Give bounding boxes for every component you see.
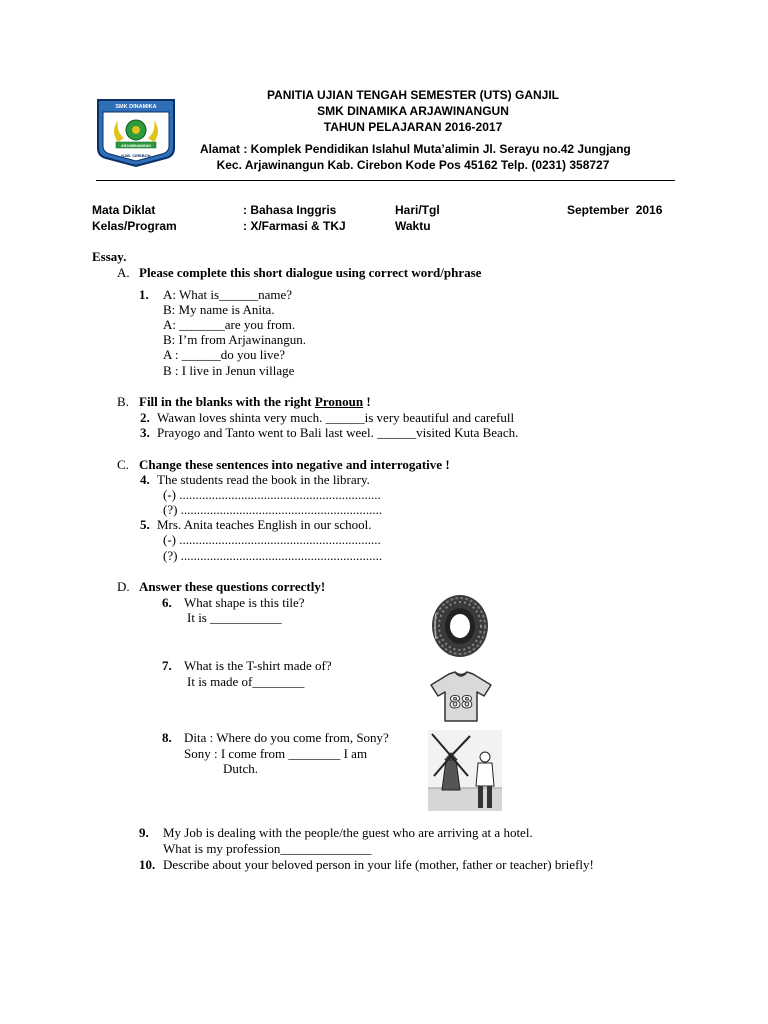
q8-line-3: Dutch. xyxy=(223,761,259,776)
header-school: SMK DINAMIKA ARJAWINANGUN xyxy=(317,104,509,118)
q9-number: 9. xyxy=(139,825,149,840)
section-c-letter: C. xyxy=(117,457,129,472)
logo-text-bottom: KAB. CIREBON xyxy=(121,153,151,158)
school-logo xyxy=(96,98,176,168)
q5-interrogative: (?) .............................................................. xyxy=(163,548,383,563)
q1-line-5: A : ______do you live? xyxy=(163,347,286,362)
q1-number: 1. xyxy=(139,287,149,302)
q1-line-6: B : I live in Jenun village xyxy=(163,363,295,378)
q7-answer: It is made of________ xyxy=(187,674,305,689)
section-a-letter: A. xyxy=(117,265,130,280)
q4-text: The students read the book in the library. xyxy=(157,472,370,487)
section-a-title: Please complete this short dialogue using correct word/phrase xyxy=(139,265,482,280)
q1-line-1: A: What is______name? xyxy=(163,287,293,302)
section-b-letter: B. xyxy=(117,394,129,409)
q3-number: 3. xyxy=(140,425,150,440)
q6-text: What shape is this tile? xyxy=(184,595,305,610)
q7-text: What is the T-shirt made of? xyxy=(184,658,332,673)
header-committee: PANITIA UJIAN TENGAH SEMESTER (UTS) GANJIL xyxy=(266,88,559,102)
tshirt-number: 88 xyxy=(449,693,473,713)
q4-negative: (-) .............................................................. xyxy=(163,487,381,502)
day-label: Hari/Tgl xyxy=(395,203,440,217)
windmill-image xyxy=(428,730,502,811)
q10-text: Describe about your beloved person in your life (mother, father or teacher) briefly! xyxy=(163,857,594,872)
header-divider xyxy=(96,180,675,181)
header-address-2: Kec. Arjawinangun Kab. Cirebon Kode Pos 45162 Telp. (0231) 358727 xyxy=(216,158,610,172)
time-label: Waktu xyxy=(395,219,431,233)
day-value: September 2016 xyxy=(567,203,663,217)
section-b-title-pronoun: Pronoun xyxy=(314,394,364,409)
q8-number: 8. xyxy=(162,730,172,745)
q4-interrogative: (?) .............................................................. xyxy=(163,502,383,517)
q5-text: Mrs. Anita teaches English in our school. xyxy=(157,517,372,532)
section-b-title-post: ! xyxy=(363,394,371,409)
q1-line-4: B: I’m from Arjawinangun. xyxy=(163,332,306,347)
class-value: : X/Farmasi & TKJ xyxy=(243,219,346,233)
section-b-title-pre: Fill in the blanks with the right xyxy=(139,394,315,409)
q7-number: 7. xyxy=(162,658,172,673)
q6-number: 6. xyxy=(162,595,172,610)
q2-text: Wawan loves shinta very much. ______is very beautiful and carefull xyxy=(157,410,515,425)
tshirt-image xyxy=(429,671,493,723)
header-year: TAHUN PELAJARAN 2016-2017 xyxy=(323,120,503,134)
q4-number: 4. xyxy=(140,472,150,487)
q1-line-2: B: My name is Anita. xyxy=(163,302,275,317)
q2-number: 2. xyxy=(140,410,150,425)
subject-label: Mata Diklat xyxy=(92,203,156,217)
section-b-title xyxy=(139,394,371,410)
essay-title: Essay. xyxy=(92,249,127,264)
header-address-1: Alamat : Komplek Pendidikan Islahul Muta’alimin Jl. Serayu no.42 Jungjang xyxy=(200,142,631,156)
logo-text-ribbon: ARJAWINANGUN xyxy=(121,143,151,148)
section-d-letter: D. xyxy=(117,579,130,594)
section-c-title: Change these sentences into negative and interrogative ! xyxy=(139,457,450,472)
q9-line-2: What is my profession______________ xyxy=(163,841,372,856)
section-d-title: Answer these questions correctly! xyxy=(139,579,326,594)
q1-line-3: A: _______are you from. xyxy=(163,317,296,332)
q8-line-1: Dita : Where do you come from, Sony? xyxy=(184,730,389,745)
logo-text-top: SMK DINAMIKA xyxy=(115,104,157,110)
q8-line-2: Sony : I come from ________ I am xyxy=(184,746,368,761)
q3-text: Prayogo and Tanto went to Bali last weel. ______visited Kuta Beach. xyxy=(157,425,519,440)
q5-negative: (-) .............................................................. xyxy=(163,532,381,547)
class-label: Kelas/Program xyxy=(92,219,177,233)
q10-number: 10. xyxy=(139,857,156,872)
q5-number: 5. xyxy=(140,517,150,532)
q9-line-1: My Job is dealing with the people/the guest who are arriving at a hotel. xyxy=(163,825,533,840)
tire-image xyxy=(428,593,492,659)
q6-answer: It is ___________ xyxy=(187,610,282,625)
subject-value: : Bahasa Inggris xyxy=(243,203,337,217)
